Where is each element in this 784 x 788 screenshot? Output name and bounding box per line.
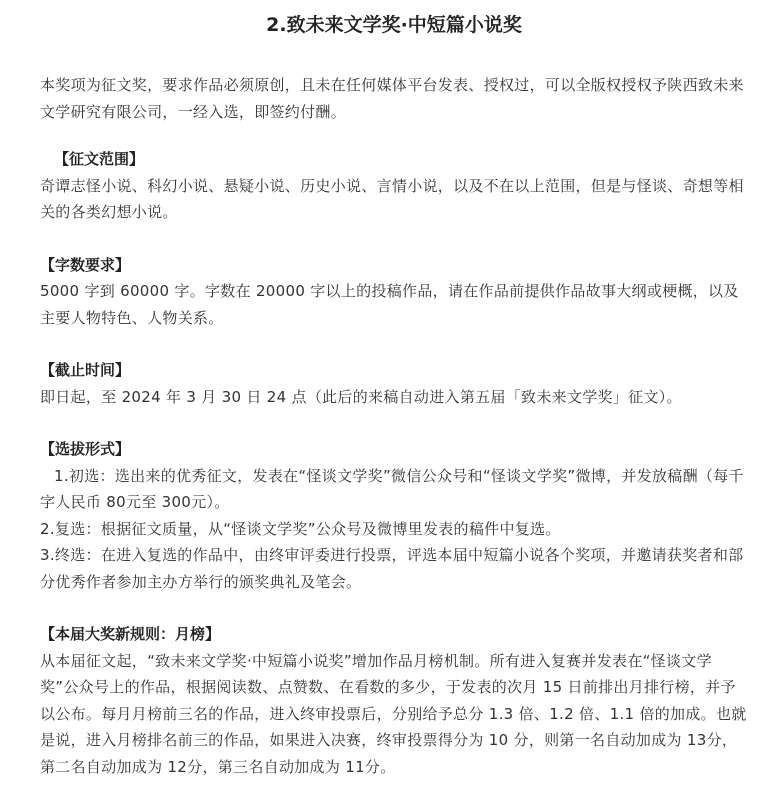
section-monthly-ranking (40, 621, 748, 780)
section-heading: 【本届大奖新规则：月榜】 (40, 625, 221, 643)
section-paragraph: 奇谭志怪小说、科幻小说、悬疑小说、历史小说、言情小说，以及不在以上范围，但是与怪谈、奇想等相关的各类幻想小说。 (40, 176, 744, 221)
section-paragraph: 即日起，至 2024 年 3 月 30 日 24 点（此后的来稿自动进入第五届「致未来文学奖」征文）。 (40, 387, 682, 406)
intro-paragraph: 本奖项为征文奖，要求作品必须原创，且未在任何媒体平台发表、授权过，可以全版权授权予陕西致未来文学研究有限公司，一经入选，即签约付酬。 (40, 76, 744, 121)
section-heading: 【截止时间】 (40, 361, 131, 379)
section-heading: 【选拔形式】 (40, 440, 131, 458)
section-selection (40, 436, 748, 595)
section-paragraph: 5000 字到 60000 字。字数在 20000 字以上的投稿作品，请在作品前提供作品故事大纲或梗概，以及主要人物特色、人物关系。 (40, 282, 739, 327)
section-paragraph: 1.初选：选出来的优秀征文，发表在“怪谈文学奖”微信公众号和“怪谈文学奖”微博，并发放稿酬（每千字人民币 80元至 300元）。 (40, 466, 744, 511)
article-title: 2.致未来文学奖·中短篇小说奖 (266, 14, 522, 36)
section-word-count (40, 252, 748, 332)
section-heading: 【字数要求】 (40, 255, 131, 274)
section-deadline (40, 357, 748, 410)
section-heading: 【征文范围】 (54, 150, 145, 168)
section-scope (40, 146, 748, 226)
section-paragraph: 从本届征文起，“致未来文学奖·中短篇小说奖”增加作品月榜机制。所有进入复赛并发表在“怪谈文学奖”公众号上的作品，根据阅读数、点赞数、在看数的多少，于发表的次月 15 日前排出月排行榜，并予以公布。每月月榜前三名的作品，进入终审投票后，分别给予总分 1.3 倍、1.2 倍、1.1 倍的加成。也就是说，进入月榜排名前三的作品，如果进入决赛，终审投票得分为 10 分，则第一名自动加成为 13分，第二名自动加成为 12分，第三名自动加成为 11分。 (40, 651, 747, 776)
section-paragraph: 2.复选：根据征文质量，从“怪谈文学奖”公众号及微博里发表的稿件中复选。 (40, 519, 561, 538)
section-paragraph: 3.终选：在进入复选的作品中，由终审评委进行投票，评选本届中短篇小说各个奖项，并邀请获奖者和部分优秀作者参加主办方举行的颁奖典礼及笔会。 (40, 546, 744, 591)
